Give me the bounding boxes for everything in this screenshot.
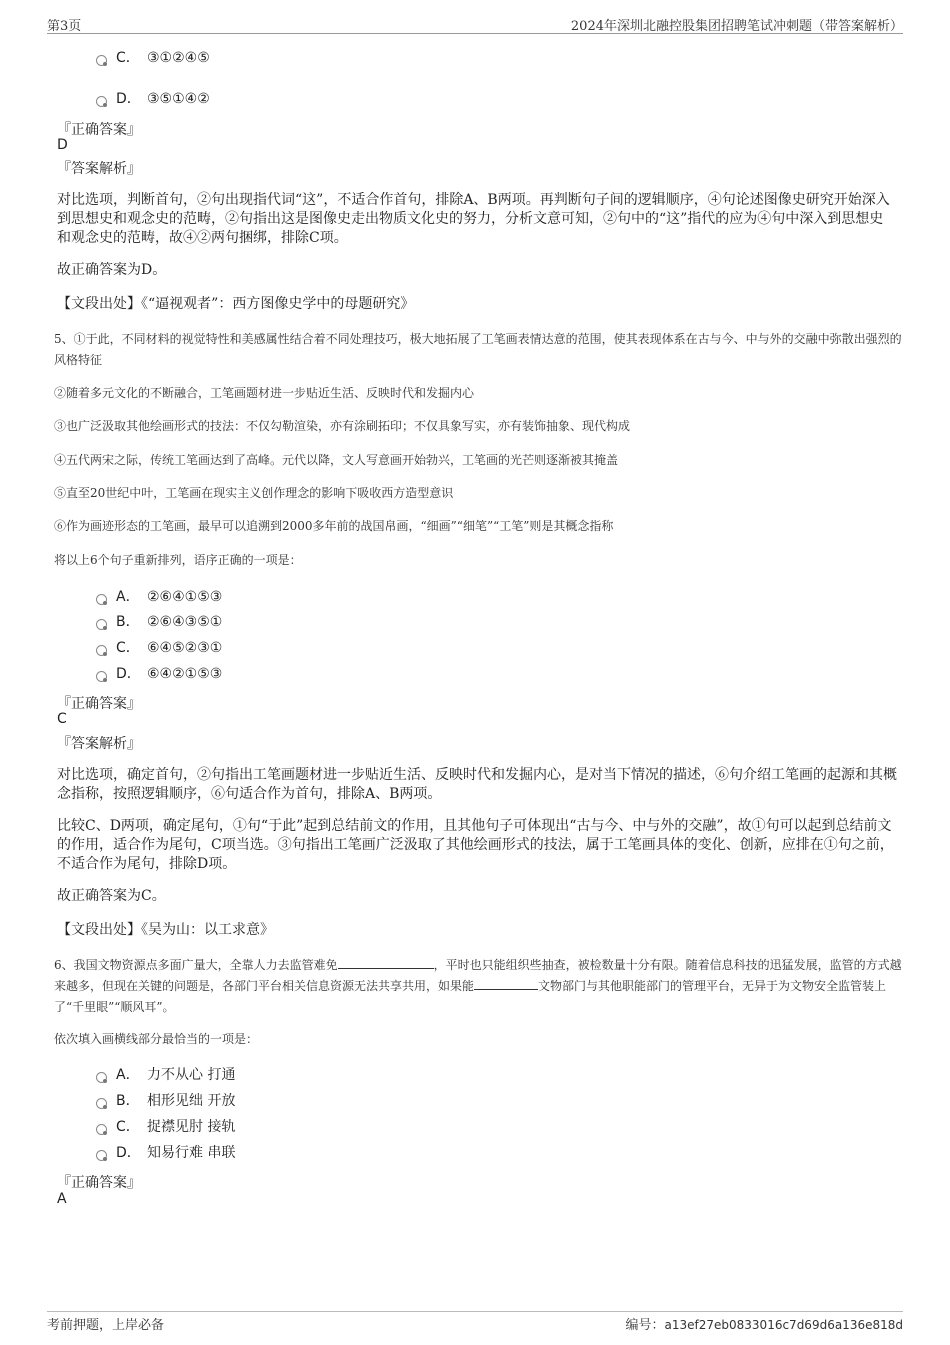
q5-option-a[interactable]: A． ②⑥④①⑤③	[96, 587, 222, 607]
radio-icon[interactable]	[96, 1124, 107, 1135]
radio-icon[interactable]	[96, 1072, 107, 1083]
q5-sentence-6: ⑥作为画迹形态的工笔画，最早可以追溯到2000多年前的战国帛画，“细画”“细笔”“工笔”则是其概念指称	[54, 519, 614, 533]
document-code: 编号：a13ef27eb0833016c7d69d6a136e818d	[625, 1318, 903, 1333]
radio-icon[interactable]	[96, 1098, 107, 1109]
q5-option-b[interactable]: B． ②⑥④③⑤①	[96, 612, 222, 632]
q4-answer: D	[57, 137, 68, 153]
q4-option-c[interactable]: C． ③①②④⑤	[96, 48, 210, 68]
q4-analysis-paragraph: 对比选项，判断首句，②句出现指代词“这”，不适合作首句，排除A、B两项。再判断句子间的逻辑顺序，④句论述图像史研究开始深入到思想史和观念史的范畴，②句指出这是图像史走出物质文化史的努力，分析文意可知，②句中的“这”指代的应为④句中深入到思想史和观念史的范畴，故④②两句捆绑，排除C项。	[57, 192, 890, 246]
q4-analysis-label: 『答案解析』	[57, 161, 141, 177]
q5-analysis-label: 『答案解析』	[57, 736, 141, 752]
q5-source: 【文段出处】《吴为山：以工求意》	[57, 922, 274, 938]
footer-divider	[47, 1311, 903, 1312]
q6-option-d[interactable]: D． 知易行难 串联	[96, 1143, 235, 1163]
q6-option-c[interactable]: C． 捉襟见肘 接轨	[96, 1117, 235, 1137]
radio-icon[interactable]	[96, 619, 107, 630]
radio-icon[interactable]	[96, 645, 107, 656]
document-title: 2024年深圳北融控股集团招聘笔试冲刺题（带答案解析）	[570, 19, 903, 34]
q5-prompt: 将以上6个句子重新排列，语序正确的一项是：	[54, 553, 302, 567]
fill-blank-1[interactable]	[338, 956, 434, 969]
q4-option-d[interactable]: D． ③⑤①④②	[96, 89, 210, 109]
q5-analysis-paragraph-2: 比较C、D两项，确定尾句，①句“于此”起到总结前文的作用，且其他句子可体现出“古与今、中与外的交融”，故①句可以起到总结前文的作用，适合作为尾句，C项当选。③句指出工笔画广泛汲取了其他绘画形式的技法，属于工笔画具体的变化、创新，应排在①句之前，不适合作为尾句，排除D项。	[57, 818, 894, 872]
q6-stem: 6、我国文物资源点多面广量大，全靠人力去监管难免 ，平时也只能组织些抽查，被检数量十分有限。随着信息科技的迅猛发展，监管的方式越来越多，但现在关键的问题是，各部门平台相关信息资源无法共享共用，如果能 文物部门与其他职能部门的管理平台，无异于为文物安全监管装上了“千里眼”“顺风耳”。	[54, 958, 902, 1014]
q6-option-a[interactable]: A． 力不从心 打通	[96, 1065, 235, 1085]
radio-icon[interactable]	[96, 594, 107, 605]
header-divider	[47, 33, 903, 34]
fill-blank-2[interactable]	[474, 977, 538, 990]
q5-option-c[interactable]: C． ⑥④⑤②③①	[96, 638, 222, 658]
q5-sentence-3: ③也广泛汲取其他绘画形式的技法：不仅勾勒渲染，亦有涂刷拓印；不仅具象写实，亦有装饰抽象、现代构成	[54, 419, 631, 433]
q6-answer: A	[57, 1191, 67, 1207]
footer-slogan: 考前押题，上岸必备	[47, 1318, 165, 1333]
q5-answer-label: 『正确答案』	[57, 696, 141, 712]
q5-sentence-1: 5、①于此，不同材料的视觉特性和美感属性结合着不同处理技巧，极大地拓展了工笔画表情达意的范围，使其表现体系在古与今、中与外的交融中弥散出强烈的风格特征	[54, 332, 902, 367]
q5-sentence-4: ④五代两宋之际，传统工笔画达到了高峰。元代以降，文人写意画开始勃兴，工笔画的光芒则逐渐被其掩盖	[54, 453, 619, 467]
page-number: 第3页	[47, 19, 82, 34]
q5-sentence-5: ⑤直至20世纪中叶，工笔画在现实主义创作理念的影响下吸收西方造型意识	[54, 486, 454, 500]
q6-answer-label: 『正确答案』	[57, 1175, 141, 1191]
q5-analysis-conclusion: 故正确答案为C。	[57, 888, 166, 904]
radio-icon[interactable]	[96, 1150, 107, 1161]
q6-option-b[interactable]: B． 相形见绌 开放	[96, 1091, 235, 1111]
q5-analysis-paragraph-1: 对比选项，确定首句，②句指出工笔画题材进一步贴近生活、反映时代和发掘内心，是对当下情况的描述，⑥句介绍工笔画的起源和其概念指称，按照逻辑顺序，⑥句适合作为首句，排除A、B两项。	[57, 767, 897, 802]
q4-answer-label: 『正确答案』	[57, 122, 141, 138]
q6-prompt: 依次填入画横线部分最恰当的一项是：	[54, 1032, 259, 1046]
q4-source: 【文段出处】《“逼视观者”：西方图像史学中的母题研究》	[57, 296, 415, 312]
q5-option-d[interactable]: D． ⑥④②①⑤③	[96, 664, 222, 684]
q5-sentence-2: ②随着多元文化的不断融合，工笔画题材进一步贴近生活、反映时代和发掘内心	[54, 386, 475, 400]
radio-icon[interactable]	[96, 96, 107, 107]
radio-icon[interactable]	[96, 55, 107, 66]
q4-analysis-conclusion: 故正确答案为D。	[57, 262, 167, 278]
q5-answer: C	[57, 711, 67, 727]
radio-icon[interactable]	[96, 671, 107, 682]
